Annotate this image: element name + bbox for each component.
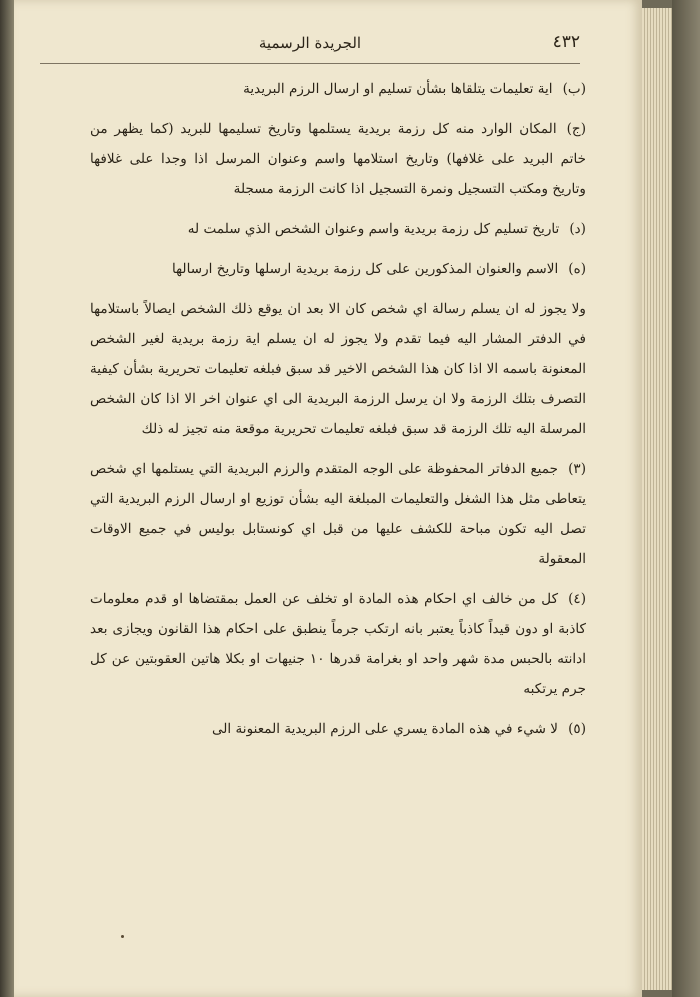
clause-label: (د)	[569, 221, 586, 237]
paragraph-text: ولا يجوز له ان يسلم رسالة اي شخص كان الا بعد ان يوقع ذلك الشخص ايصالاً باستلامها في الدفتر المشار اليه فيما تقدم ولا يجوز له ان يسلم اية رزمة بريدية لغير الشخص المعنونة باسمه الا اذا كان هذا الشخص الاخير قد سبق فبلغه تعليمات تحريرية بشأن كيفية التصرف بتلك الرزمة ولا ان يرسل الرزمة البريدية الى اي عنوان اخر الا اذا كان الشخص المرسلة اليه تلك الرزمة قد سبق فبلغه تعليمات تحريرية موقعة منه تجيز له ذلك	[90, 301, 586, 437]
running-title: الجريدة الرسمية	[258, 34, 362, 52]
paragraph-delivery-rules	[90, 294, 586, 444]
ink-speck	[121, 935, 124, 938]
section-number: (٣)	[568, 461, 586, 477]
clause-text: المكان الوارد منه كل رزمة بريدية يستلمها وتاريخ تسليمها للبريد (كما يظهر من خاتم البريد على غلافها) وتاريخ استلامها واسم وعنوان المرسل اذا وجدا على غلافها وتاريخ ومكتب التسجيل ونمرة التسجيل اذا كانت الرزمة مسجلة	[90, 121, 586, 197]
section-text: لا شيء في هذه المادة يسري على الرزم البريدية المعنونة الى	[211, 721, 559, 737]
clause-h	[90, 254, 586, 284]
clause-label: (ج)	[566, 121, 586, 137]
scan-border-left	[0, 0, 14, 997]
clause-d	[90, 214, 586, 244]
clause-text: اية تعليمات يتلقاها بشأن تسليم او ارسال الرزم البريدية	[243, 81, 553, 97]
page-body	[90, 74, 586, 754]
clause-text: تاريخ تسليم كل رزمة بريدية واسم وعنوان الشخص الذي سلمت له	[187, 221, 560, 237]
page-edges	[642, 8, 672, 990]
section-4	[90, 584, 586, 704]
clause-text: الاسم والعنوان المذكورين على كل رزمة بريدية ارسلها وتاريخ ارسالها	[172, 261, 559, 277]
section-number: (٥)	[568, 721, 586, 737]
section-3	[90, 454, 586, 574]
section-text: كل من خالف اي احكام هذه المادة او تخلف عن العمل بمقتضاها او قدم معلومات كاذبة او دون قيداً كاذباً يعتبر بانه ارتكب جرماً ينطبق على احكام هذا القانون ويجازى بعد ادانته بالحبس مدة شهر واحد او بغرامة قدرها ١٠ جنيهات او بكلا هاتين العقوبتين عن كل جرم يرتكبه	[90, 591, 586, 697]
section-number: (٤)	[568, 591, 586, 607]
clause-label: (ب)	[562, 81, 586, 97]
page-header	[40, 30, 580, 62]
section-5	[90, 714, 586, 744]
clause-b	[90, 74, 586, 104]
header-rule	[40, 63, 580, 64]
clause-label: (ه)	[568, 261, 586, 277]
scan-border-right	[672, 0, 700, 997]
section-text: جميع الدفاتر المحفوظة على الوجه المتقدم والرزم البريدية التي يستلمها اي شخص يتعاطى مثل هذا الشغل والتعليمات المبلغة اليه بشأن توزيع او ارسال الرزم البريدية التي تصل اليه تكون مباحة للكشف عليها من قبل اي كونستابل بوليس في جميع الاوقات المعقولة	[90, 461, 586, 567]
clause-j	[90, 114, 586, 204]
page-number: ٤٣٢	[552, 32, 580, 52]
